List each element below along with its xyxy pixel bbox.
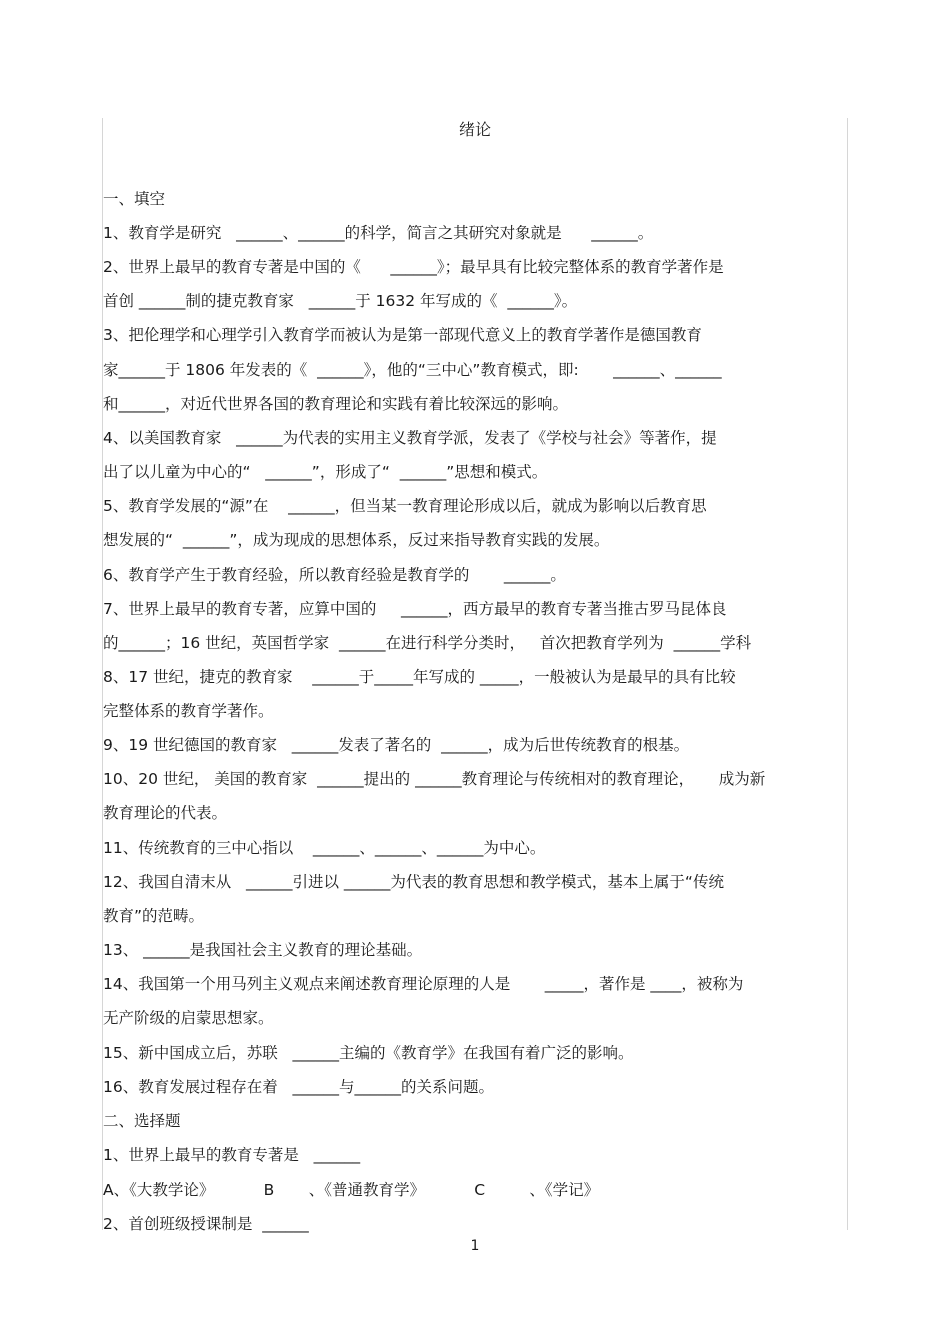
question-line: 家______于 1806 年发表的《 ______》，他的“三中心”教育模式，即: ______、______ xyxy=(103,361,722,379)
question-line: 想发展的“ ______”，成为现成的思想体系，反过来指导教育实践的发展。 xyxy=(103,531,610,549)
section-heading-fill-blank: 一、填空 xyxy=(103,190,166,208)
question-line: 8、17 世纪，捷克的教育家 ______于_____年写成的 _____，一般被认为是最早的具有比较 xyxy=(103,668,736,686)
question-line: 3、把伦理学和心理学引入教育学而被认为是第一部现代意义上的教育学著作是德国教育 xyxy=(103,326,702,344)
page-title: 绪论 xyxy=(458,120,491,139)
question-line: 14、我国第一个用马列主义观点来阐述教育理论原理的人是 _____，著作是 ____，被称为 xyxy=(103,975,744,993)
question-line: 15、新中国成立后，苏联 ______主编的《教育学》在我国有着广泛的影响。 xyxy=(103,1044,634,1062)
question-line: 12、我国自清末从 ______引进以 ______为代表的教育思想和教学模式，基本上属于“传统 xyxy=(103,873,724,891)
question-line: 16、教育发展过程存在着 ______与______的关系问题。 xyxy=(103,1078,495,1096)
page-margin-rule-right xyxy=(847,118,848,1230)
question-line: 和______，对近代世界各国的教育理论和实践有着比较深远的影响。 xyxy=(103,395,569,413)
question-line: 出了以儿童为中心的“ ______”，形成了“ ______”思想和模式。 xyxy=(103,463,548,481)
section-heading-multiple-choice: 二、选择题 xyxy=(103,1112,181,1130)
question-line: 的______；16 世纪，英国哲学家 ______在进行科学分类时， 首次把教育学列为 ______学科 xyxy=(103,634,752,652)
page-number: 1 xyxy=(470,1238,480,1254)
question-line: 13、 ______是我国社会主义教育的理论基础。 xyxy=(103,941,423,959)
question-line: 1、世界上最早的教育专著是 ______ xyxy=(103,1146,361,1164)
question-line: 1、教育学是研究 ______、______的科学，简言之其研究对象就是 ______。 xyxy=(103,224,654,242)
question-line: 9、19 世纪德国的教育家 ______发表了著名的 ______，成为后世传统教育的根基。 xyxy=(103,736,690,754)
question-line: 7、世界上最早的教育专著，应算中国的 ______，西方最早的教育专著当推古罗马昆体良 xyxy=(103,600,727,618)
question-line: 教育理论的代表。 xyxy=(103,804,228,822)
question-line: 无产阶级的启蒙思想家。 xyxy=(103,1009,274,1027)
answer-options: A、《大教学论》 B 、《普通教育学》 C 、《学记》 xyxy=(103,1181,600,1199)
question-line: 5、教育学发展的“源”在 ______，但当某一教育理论形成以后，就成为影响以后教育思 xyxy=(103,497,707,515)
question-line: 11、传统教育的三中心指以 ______、______、______为中心。 xyxy=(103,839,546,857)
question-line: 首创 ______制的捷克教育家 ______于 1632 年写成的《 ______》。 xyxy=(103,292,578,310)
question-line: 10、20 世纪， 美国的教育家 ______提出的 ______教育理论与传统相对的教育理论， 成为新 xyxy=(103,770,766,788)
question-line: 教育”的范畴。 xyxy=(103,907,205,925)
question-line: 2、世界上最早的教育专著是中国的《 ______》；最早具有比较完整体系的教育学著作是 xyxy=(103,258,724,276)
question-line: 6、教育学产生于教育经验，所以教育经验是教育学的 ______。 xyxy=(103,566,566,584)
question-line: 2、首创班级授课制是 ______ xyxy=(103,1215,309,1233)
question-line: 完整体系的教育学著作。 xyxy=(103,702,274,720)
question-line: 4、以美国教育家 ______为代表的实用主义教育学派，发表了《学校与社会》等著作，提 xyxy=(103,429,717,447)
